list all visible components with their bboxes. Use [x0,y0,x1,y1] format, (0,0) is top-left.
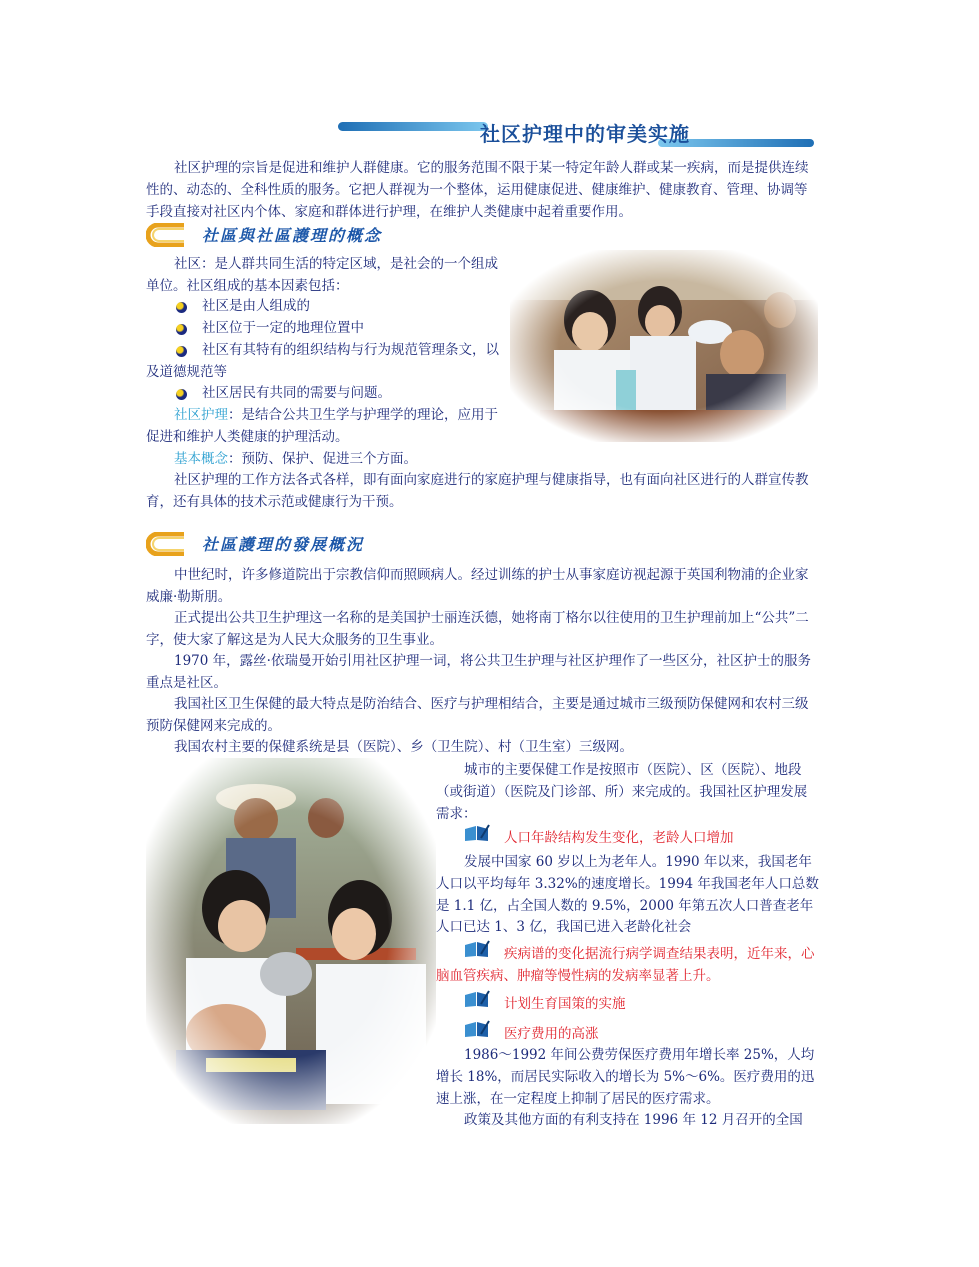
basic-concept [146,449,814,471]
intro-paragraph: 社区护理的宗旨是促进和维护人群健康。它的服务范围不限于某一特定年龄人群或某一疾病，而是提供连续性的、动态的、全科性质的服务。它把人群视为一个整体，运用健康促进、健康维护、健康教育、管理、协调等手段直接对社区内个体、家庭和群体进行护理，在维护人类健康中起着重要作用。 [146,160,809,220]
need-body: 1986～1992 年间公费劳保医疗费用年增长率 25%，人均增长 18%，而居民实际收入的增长为 5%～6%。医疗费用的迅速上涨，在一定程度上抑制了居民的医疗需求。 [436,1047,815,1107]
history-paragraph: 我国社区卫生保健的最大特点是防治结合、医疗与护理相结合，主要是通过城市三级预防保健网和农村三级预防保健网来完成的。 [146,696,809,734]
book-pen-icon [464,990,490,1008]
community-definition: 社区：是人群共同生活的特定区域，是社会的一个组成单位。社区组成的基本因素包括： [146,256,498,294]
history-paragraph: 1970 年，露丝·依瑞曼开始引用社区护理一词，将公共卫生护理与社区护理作了一些区分，社区护士的服务重点是社区。 [146,653,811,691]
need-title: 人口年龄结构发生变化，老龄人口增加 [504,830,734,846]
policy-paragraph: 政策及其他方面的有利支持在 1996 年 12 月召开的全国 [464,1112,803,1128]
bullet-item: 社区有其特有的组织结构与行为规范管理条文，以及道德规范等 [146,342,499,380]
need-title: 计划生育国策的实施 [504,996,626,1012]
history-paragraph: 中世纪时，许多修道院出于宗教信仰而照顾病人。经过训练的护士从事家庭访视起源于英国利物浦的企业家威廉·勒斯朋。 [146,567,809,605]
need-title: 医疗费用的高涨 [504,1026,599,1042]
section-heading-development [146,531,526,559]
photo-blood-pressure [510,250,818,442]
nursing-label: 社区护理 [174,407,228,423]
section-heading-text: 社區護理的發展概況 [202,535,365,554]
basic-label: 基本概念 [174,451,228,467]
title-banner [338,118,814,152]
bullet-dot-icon [176,389,187,400]
bullet-dot-icon [176,324,187,335]
city-paragraph: 城市的主要保健工作是按照市（医院）、区（医院）、地段（或街道）（医院及门诊部、所）来完成的。我国社区护理发展需求： [436,762,808,822]
section-heading-text: 社區與社區護理的概念 [202,226,383,245]
bullet-item: 社区居民有共同的需要与问题。 [202,385,391,401]
bullet-dot-icon [176,302,187,313]
page-title: 社区护理中的审美实施 [480,122,690,146]
book-pen-icon [464,824,490,842]
book-pen-icon [464,1020,490,1038]
section-heading-concept [146,222,526,250]
basic-text: ：预防、保护、促进三个方面。 [228,451,417,467]
title-bar-left [338,122,488,131]
heading-bracket-icon [146,223,186,247]
bullet-item: 社区是由人组成的 [202,298,310,314]
history-paragraph: 我国农村主要的保健系统是县（医院）、乡（卫生院）、村（卫生室）三级网。 [174,739,633,755]
bullet-item: 社区位于一定的地理位置中 [202,320,364,336]
heading-bracket-icon [146,532,186,556]
history-paragraph: 正式提出公共卫生护理这一名称的是美国护士丽连沃德，她将南丁格尔以往使用的卫生护理前加上“公共”二字，使大家了解这是为人民大众服务的卫生事业。 [146,610,809,648]
photo-stethoscope [146,758,436,1124]
need-title: 疾病谱的变化据流行病学调查结果表明，近年来，心脑血管疾病、肿瘤等慢性病的发病率显著上升。 [436,946,815,984]
nursing-definition [146,405,508,449]
need-body: 发展中国家 60 岁以上为老年人。1990 年以来，我国老年人口以平均每年 3.32%的速度增长。1994 年我国老年人口总数是 1.1 亿，占全国人数的 9.5%，2000 年第五次人口普查老年人口已达 1、3 亿，我国已进入老龄化社会 [436,854,819,936]
nursing-text: ：是结合公共卫生学与护理学的理论，应用于促进和维护人类健康的护理活动。 [146,407,498,445]
methods-paragraph: 社区护理的工作方法各式各样，即有面向家庭进行的家庭护理与健康指导，也有面向社区进行的人群宣传教育，还有具体的技术示范或健康行为干预。 [146,472,809,510]
